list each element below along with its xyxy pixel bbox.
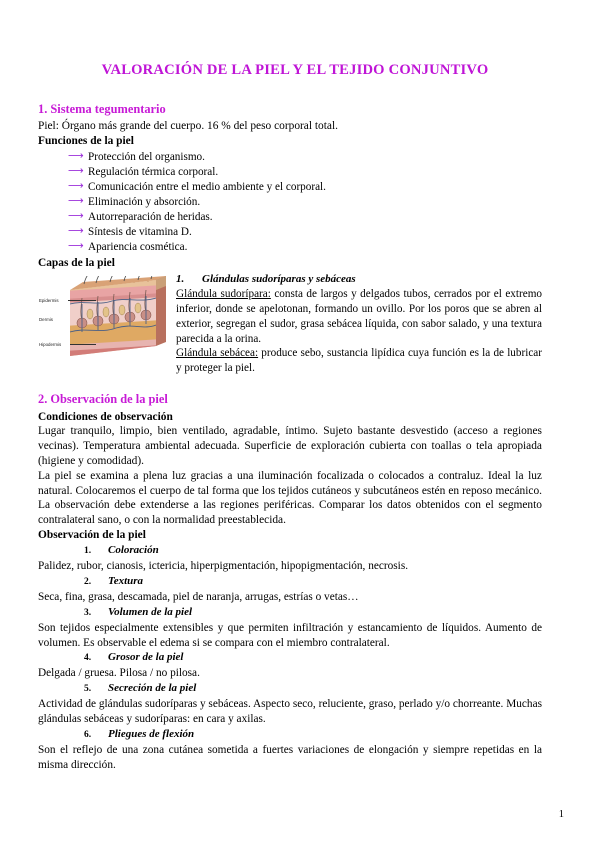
list-item xyxy=(68,195,542,210)
observation-item-label: Grosor de la piel xyxy=(108,651,184,664)
observation-item-number: 2. xyxy=(84,576,92,587)
skin-cross-section-diagram xyxy=(38,276,168,362)
arrow-right-icon: ⟶ xyxy=(68,224,84,238)
observation-item-label: Textura xyxy=(108,574,144,587)
list-item xyxy=(68,180,542,195)
leader-line-epidermis xyxy=(68,300,96,301)
list-item xyxy=(68,210,542,225)
observation-item-body: Son el reflejo de una zona cutánea sometida a fuertes variaciones de elongación y siempre repetidas en la misma dirección. xyxy=(38,743,542,771)
page-number: 1 xyxy=(558,809,564,820)
arrow-right-icon: ⟶ xyxy=(68,194,84,208)
sudoripara-text: consta de largos y delgados tubos, cerrados por el extremo inferior, donde se apelotonan, formando un ovillo. Por los poros que se abren al exterior, segregan el sudor, grasa sebácea líquida, con sabor salado, y una textura parecida a la orina. xyxy=(176,288,542,345)
section-heading-sistema-tegumentario: 1. Sistema tegumentario xyxy=(38,101,166,116)
conditions-paragraph-1: Lugar tranquilo, limpio, bien ventilado, agradable, íntimo. Sujeto bastante desvestido (acceso a regiones vecinas). Temperatura ambiental adecuada. Superficie de exploración cubierta con toallas o tela apropiada (higiene y comodidad). xyxy=(38,425,542,467)
observation-item-body: Son tejidos especialmente extensibles y que permiten infiltración y estancamiento de líquidos. Aumento de volumen. Es observable el edema si se compara con el miembro contralateral. xyxy=(38,621,542,649)
observation-item-title xyxy=(38,574,542,590)
list-item-label: Regulación térmica corporal. xyxy=(88,165,219,178)
list-item xyxy=(68,225,542,240)
skin-figure-block xyxy=(38,272,542,376)
glands-item-label: Glándulas sudoríparas y sebáceas xyxy=(202,273,356,286)
observation-item-body: Palidez, rubor, cianosis, ictericia, hiperpigmentación, hipopigmentación, necrosis. xyxy=(38,559,409,572)
arrow-right-icon: ⟶ xyxy=(68,239,84,253)
list-item-label: Protección del organismo. xyxy=(88,150,205,163)
list-item-label: Autorreparación de heridas. xyxy=(88,210,213,223)
layers-subheading: Capas de la piel xyxy=(38,256,115,269)
skin-functions-list xyxy=(38,150,542,255)
page-title: VALORACIÓN DE LA PIEL Y EL TEJIDO CONJUNTIVO xyxy=(101,62,489,78)
glands-item-number: 1. xyxy=(176,273,185,286)
list-item-label: Comunicación entre el medio ambiente y el corporal. xyxy=(88,180,326,193)
observation-item-number: 6. xyxy=(84,730,92,740)
label-epidermis: Epidermis xyxy=(39,298,59,304)
skin-cross-section-figure xyxy=(38,276,168,362)
observation-subheading: Observación de la piel xyxy=(38,529,146,542)
label-dermis: Dermis xyxy=(39,317,53,323)
skin-diagram-labels xyxy=(38,276,98,362)
arrow-right-icon: ⟶ xyxy=(68,179,84,193)
list-item-label: Apariencia cosmética. xyxy=(88,240,188,253)
list-item-label: Eliminación y absorción. xyxy=(88,195,201,208)
observation-item-body: Actividad de glándulas sudoríparas y sebáceas. Aspecto seco, reluciente, graso, perlado y/o chorreante. Muchas glándulas sebáceas y sudoríparas: en cara y axilas. xyxy=(38,698,542,726)
section-heading-observacion-de-la-piel: 2. Observación de la piel xyxy=(38,392,168,407)
observation-item-body: Delgada / gruesa. Pilosa / no pilosa. xyxy=(38,667,200,680)
observation-item-title xyxy=(38,681,542,697)
observation-item-title xyxy=(38,543,542,559)
list-item xyxy=(68,240,542,255)
section1-intro-text: Piel: Órgano más grande del cuerpo. 16 % del peso corporal total. xyxy=(38,120,338,132)
list-item xyxy=(68,165,542,180)
observation-item-label: Pliegues de flexión xyxy=(108,728,195,740)
observation-item-number: 1. xyxy=(84,545,92,556)
list-item xyxy=(68,150,542,165)
functions-subheading: Funciones de la piel xyxy=(38,134,134,147)
arrow-right-icon: ⟶ xyxy=(68,164,84,178)
observation-item-title xyxy=(38,650,542,666)
observation-item-title xyxy=(38,605,542,621)
conditions-subheading: Condiciones de observación xyxy=(38,410,173,423)
label-hipodermis: Hipodermis xyxy=(39,342,62,348)
observation-item-body: Seca, fina, grasa, descamada, piel de naranja, arrugas, estrías o vetas… xyxy=(38,590,359,603)
sudoripara-term: Glándula sudorípara: xyxy=(176,288,271,301)
observation-item-label: Coloración xyxy=(108,543,159,556)
observation-item-title xyxy=(38,727,542,743)
observation-item-number: 5. xyxy=(84,684,92,695)
arrow-right-icon: ⟶ xyxy=(68,149,84,163)
sebacea-text: produce sebo, sustancia lipídica cuya función es la de lubricar y proteger la piel. xyxy=(176,347,542,375)
conditions-paragraph-2: La piel se examina a plena luz gracias a una iluminación focalizada o colocados a contraluz. Ideal la luz natural. Colocaremos el cuerpo de tal forma que los tejidos cutáneos y subcutáneos estén en reposo mecánico. La observación debe extenderse a las regiones periféricas. Comparar los datos obtenidos con el segmento contralateral sano, o con la normalidad preestablecida. xyxy=(38,469,542,527)
arrow-right-icon: ⟶ xyxy=(68,209,84,223)
sebacea-term: Glándula sebácea: xyxy=(176,347,259,360)
leader-line-hipodermis xyxy=(70,344,96,345)
observation-item-number: 4. xyxy=(84,653,92,664)
list-item-label: Síntesis de vitamina D. xyxy=(88,225,192,238)
glands-description xyxy=(176,287,542,376)
observation-item-label: Secreción de la piel xyxy=(108,682,197,695)
observation-item-number: 3. xyxy=(84,607,92,618)
observation-item-label: Volumen de la piel xyxy=(108,605,193,618)
